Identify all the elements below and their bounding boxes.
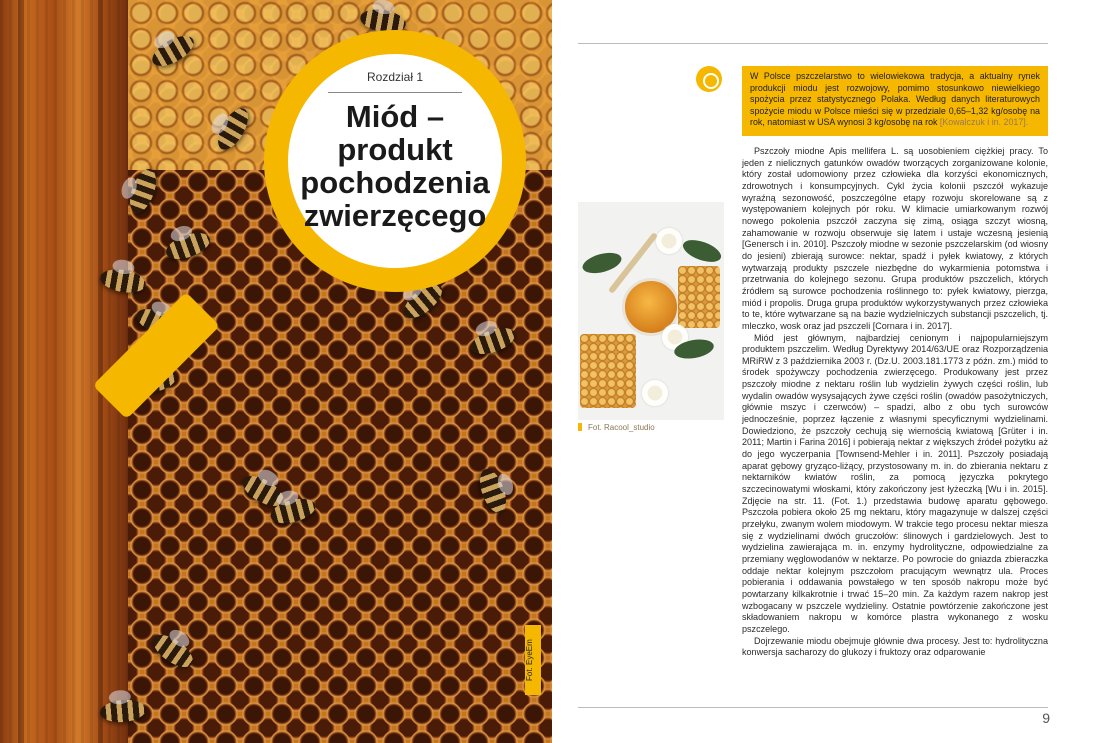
honey-icon xyxy=(696,66,722,92)
photo-credit-left: Fot. EyeEm xyxy=(525,625,541,695)
highlight-reference: [Kowalczuk i in. 2017]. xyxy=(939,117,1029,127)
highlight-box xyxy=(742,66,1048,136)
paragraph: Pszczoły miodne Apis mellifera L. są uosobieniem ciężkiej pracy. To jeden z nielicznych gatunków owadów tworzących zorganizowane kolonie, który został udomowiony przez człowieka dla korzyści ekonomicznych, zdrowotnych i konsumpcyjnych. Cykl życia kolonii pszczół wykazuje wyraźną sezonowość, poszczególne etapy rozwoju skorelowane są z występowaniem kolejnych pór roku. W klimacie umiarkowanym rozwój nowego pokolenia pszczół zaczyna się zimą, osiąga szczyt wiosną, zahamowanie w rozwoju obserwuje się latem i ustaje wczesną jesienią [Genersch i in. 2010]. Pszczoły miodne w sezonie pszczelarskim (od wiosny do jesieni) zbierają surowce: nektar, spadź i pyłek kwiatowy, z których wytwarzają produkty pszczele niezbędne do wykarmienia potomstwa i przetrwania do kolejnego sezonu. Grupa produktów pszczelich, których źródłem są surowce pochodzenia roślinnego to: pyłek kwiatowy, pierzga, miód i propolis. Druga grupa produktów wykorzystywanych przez człowieka to te, które wytwarzane są na bazie wydzielniczych substancji pszczelich, tj. mleczko, wosk oraz jad pszczeli [Cornara i in. 2017]. xyxy=(742,146,1048,331)
frame-groove xyxy=(98,0,103,743)
leaf xyxy=(680,236,724,267)
flower xyxy=(642,380,668,406)
chapter-title: Miód – produkt pochodzenia zwierzęcego xyxy=(300,99,490,233)
chapter-divider xyxy=(328,92,462,93)
highlight-text: W Polsce pszczelarstwo to wielowiekowa tradycja, a aktualny rynek produkcji miodu jest rozwojowy, pomimo stosunkowo niewielkiego spożycia przez statystycznego Polaka. Według danych literaturowych spożycie miodu w Polsce mieści się w przedziale 0,65–1,32 kg/osobę na rok, natomiast w USA wynosi 3 kg/osobę na rok xyxy=(750,71,1040,127)
top-rule xyxy=(578,43,1048,44)
honeycomb-piece xyxy=(678,266,720,328)
leaf xyxy=(580,249,623,277)
photo-credit: Fot. Racool_studio xyxy=(578,423,655,432)
honey-photo xyxy=(578,202,724,420)
honeycomb-piece xyxy=(580,334,636,408)
page-number: 9 xyxy=(1042,710,1050,726)
paragraph: Dojrzewanie miodu obejmuje głównie dwa procesy. Jest to: hydrolityczna konwersja sacharozy do glukozy i fruktozy oraz odparowanie xyxy=(742,635,1048,658)
paragraph: Miód jest głównym, najbardziej cenionym i najpopularniejszym produktem pszczelim. Według Dyrektywy 2014/63/UE oraz Rozporządzenia MRiRW z 3 października 2003 r. (Dz.U. 2003.181.1773 z późn. zm.) miód to środek spożywczy pochodzenia zwierzęcego. Produkowany jest przez pszczoły miodne z nektaru roślin lub wydzielin żywych części roślin, lub wydalin owadów wysysających żywe części roślin (owadów pasożytniczych, głównie mszyc i czerwców) – spadzi, albo z obu tych surowców jednocześnie, poprzez łączenie z własnymi specyficznymi wydzielinami. Dowiedziono, że pszczoły cechują się wiernością kwiatową [Grüter i in. 2011; Martin i Farina 2016] i pobierają nektar z większych źródeł pożytku aż do jego wyczerpania [Townsend-Mehler i in. 2011]. Pszczoły posiadają aparat gębowy gryząco-liżący, przystosowany m. in. do zbierania nektaru z nektarników kwiatów roślin, za pomocą języczka pokrytego szczecinowatymi włoskami, który zakończony jest łyżeczką [Wu i in. 2015]. Zdjęcie na str. 11. (Fot. 1.) przedstawia budowę aparatu gębowego. Pszczoła pobiera około 25 mg nektaru, który magazynuje w dalszej części przełyku, zwanym wolem miodowym. W trakcie tego procesu nektar miesza się z wydzielinami dwóch gruczołów: ślinowych i gardzielowych. Jest to wydzielina zawierająca m. in. enzymy hydrolityczne, odpowiedzialne za przemiany węglowodanów w nektarze. Po powrocie do gniazda zbieraczka oddaje nektar kolejnym pszczołom pracującym wewnątrz ula. Proces pobierania i oddawania powstałego w ten sposób nakropu może być powtarzany kilkakrotnie i trwać 15–20 min. Za każdym razem nakrop jest wzbogacany w pszczele wydzieliny. Ostatnie powtórzenie zakończone jest składowaniem nakropu w komórce plastra wykonanego z wosku pszczelego. xyxy=(742,332,1048,634)
flower xyxy=(656,228,682,254)
body-text xyxy=(742,146,1048,659)
frame-groove xyxy=(18,0,24,743)
chapter-label: Rozdział 1 xyxy=(366,70,424,84)
bottom-rule xyxy=(578,707,1048,708)
